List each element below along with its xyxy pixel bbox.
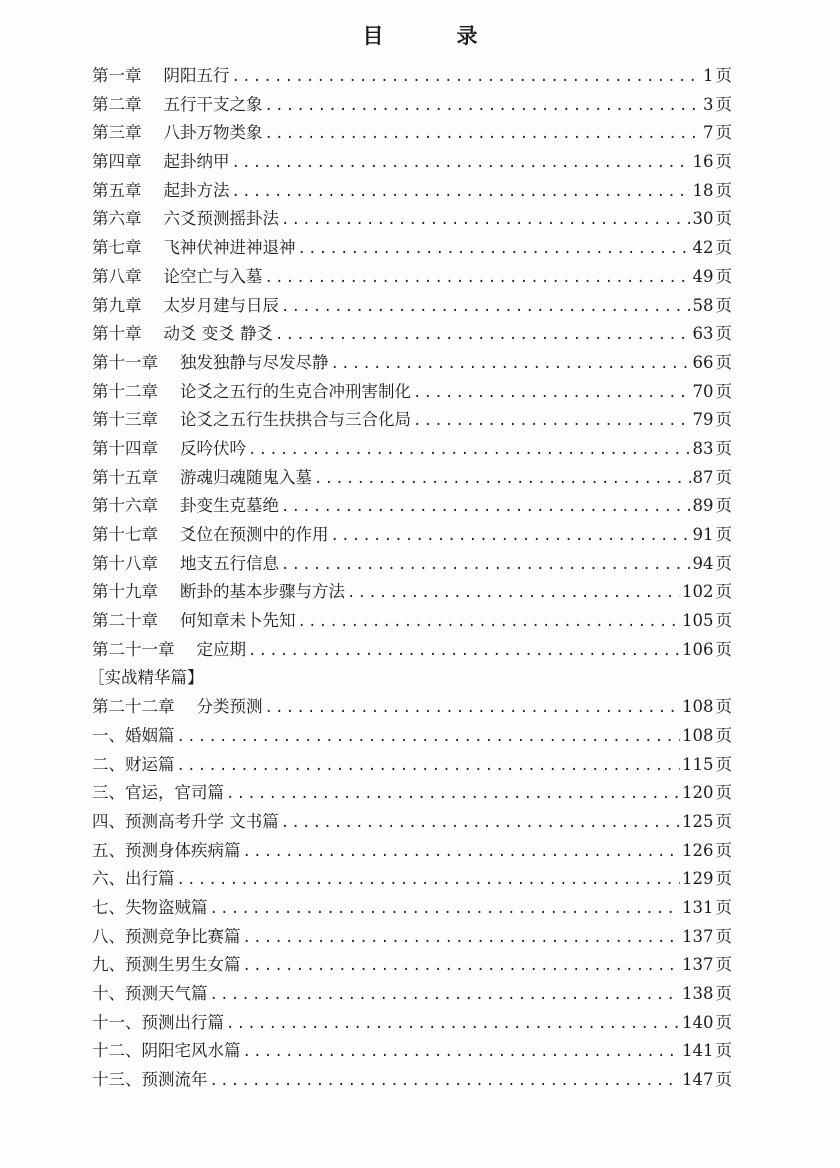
entry-title: 七、失物盗贼篇 <box>92 897 208 917</box>
dot-leader <box>177 758 681 774</box>
page-number: 87 <box>692 467 714 487</box>
dot-leader <box>243 844 681 860</box>
chapter-number: 第二十章 <box>92 611 158 631</box>
page-number: 42 <box>692 238 714 258</box>
toc-row <box>92 550 732 579</box>
dot-leader <box>265 98 702 114</box>
page-number: 126 <box>682 840 714 860</box>
page-suffix: 页 <box>715 897 732 917</box>
dot-leader <box>347 585 680 601</box>
dot-leader <box>281 815 680 831</box>
page-number: 70 <box>692 381 714 401</box>
dot-leader <box>232 155 691 171</box>
toc-row <box>92 578 732 607</box>
entry-title: 动爻 变爻 静爻 <box>163 324 273 344</box>
toc-row <box>92 464 732 493</box>
dot-leader <box>243 958 681 974</box>
chapter-number: 第十二章 <box>92 381 158 401</box>
chapter-number: 第一章 <box>92 66 142 85</box>
page-suffix: 页 <box>715 582 732 602</box>
chapter-number: 第七章 <box>92 238 142 258</box>
toc-row <box>92 205 732 234</box>
page-number: 125 <box>682 811 714 831</box>
entry-title: 八、预测竞争比赛篇 <box>92 926 241 946</box>
entry-title: 独发独静与尽发尽静 <box>180 352 329 372</box>
page-number: 115 <box>682 754 714 774</box>
chapter-number: 第十四章 <box>92 438 158 458</box>
entry-title: 断卦的基本步骤与方法 <box>180 582 345 602</box>
chapter-number: 第四章 <box>92 152 142 172</box>
chapter-number: 第九章 <box>92 295 142 315</box>
page-number: 131 <box>682 897 714 917</box>
chapter-number: 第十三章 <box>92 410 158 430</box>
page-number: 137 <box>682 926 714 946</box>
dot-leader <box>331 356 691 372</box>
page-suffix: 页 <box>715 697 732 717</box>
dot-leader <box>243 930 681 946</box>
toc-subitem-row <box>92 894 732 923</box>
page-number: 63 <box>692 324 714 344</box>
subitem-list <box>92 722 732 1095</box>
entry-title: 十三、预测流年 <box>92 1070 208 1090</box>
page-suffix: 页 <box>715 324 732 344</box>
page-number: 58 <box>692 295 714 315</box>
page-suffix: 页 <box>715 238 732 258</box>
entry-title: 地支五行信息 <box>180 553 279 573</box>
dot-leader <box>226 1016 680 1032</box>
page-title: 目 录 <box>362 23 504 48</box>
dot-leader <box>232 184 691 200</box>
chapter-number: 第八章 <box>92 266 142 286</box>
page-suffix: 页 <box>715 496 732 516</box>
page-suffix: 页 <box>715 869 732 889</box>
entry-title: 八卦万物类象 <box>163 123 263 143</box>
page-number: 16 <box>692 152 714 172</box>
page-suffix: 页 <box>715 94 732 114</box>
entry-title: 起卦纳甲 <box>163 152 230 172</box>
chapter-number: 第十六章 <box>92 496 158 516</box>
chapter-number: 第十章 <box>92 324 142 344</box>
page-suffix: 页 <box>715 1070 732 1090</box>
entry-title: 三、官运，官司篇 <box>92 783 224 803</box>
entry-title: 定应期 <box>196 639 246 659</box>
page-suffix: 页 <box>715 352 732 372</box>
table-of-contents <box>88 62 732 1095</box>
chapter-number: 第十五章 <box>92 467 158 487</box>
page-number: 120 <box>682 783 714 803</box>
entry-title: 五行干支之象 <box>163 94 263 114</box>
dot-leader <box>298 241 691 257</box>
dot-leader <box>314 471 691 487</box>
page-suffix: 页 <box>715 783 732 803</box>
dot-leader <box>331 528 691 544</box>
page-suffix: 页 <box>715 410 732 430</box>
entry-title: 论爻之五行生扶拱合与三合化局 <box>180 410 411 430</box>
page-suffix: 页 <box>715 467 732 487</box>
entry-title: 游魂归魂随鬼入墓 <box>180 467 312 487</box>
page-number: 18 <box>692 180 714 200</box>
page-number: 7 <box>703 123 714 143</box>
page-number: 83 <box>692 438 714 458</box>
dot-leader <box>232 69 702 85</box>
section-chapter-list <box>92 693 732 722</box>
entry-title: 十、预测天气篇 <box>92 984 208 1003</box>
toc-row <box>92 378 732 407</box>
entry-title: 十二、阴阳宅风水篇 <box>92 1041 241 1061</box>
toc-row <box>92 320 732 349</box>
entry-title: 九、预测生男生女篇 <box>92 955 241 975</box>
dot-leader <box>210 1073 681 1089</box>
page-suffix: 页 <box>715 725 732 745</box>
entry-title: 反吟伏吟 <box>180 438 246 458</box>
entry-title: 起卦方法 <box>163 180 230 200</box>
chapter-number: 第十一章 <box>92 352 158 372</box>
dot-leader <box>298 614 681 630</box>
page-suffix: 页 <box>715 553 732 573</box>
toc-row <box>92 636 732 665</box>
dot-leader <box>210 901 681 917</box>
dot-leader <box>413 385 691 401</box>
dot-leader <box>281 299 691 315</box>
chapter-number: 第十九章 <box>92 582 158 602</box>
page-number: 108 <box>682 725 714 745</box>
page-suffix: 页 <box>715 152 732 172</box>
toc-row <box>92 492 732 521</box>
page-number: 138 <box>682 984 714 1003</box>
page-suffix: 页 <box>715 1012 732 1032</box>
page-number: 140 <box>682 1012 714 1032</box>
toc-row <box>92 435 732 464</box>
entry-title: 何知章未卜先知 <box>180 611 296 631</box>
dot-leader <box>177 872 681 888</box>
toc-row <box>92 91 732 120</box>
toc-row <box>92 148 732 177</box>
toc-subitem-row <box>92 951 732 980</box>
chapter-number: 第五章 <box>92 180 142 200</box>
chapter-number: 第十八章 <box>92 553 158 573</box>
page-number: 137 <box>682 955 714 975</box>
entry-title: 十一、预测出行篇 <box>92 1012 224 1032</box>
toc-subitem-row <box>92 779 732 808</box>
dot-leader <box>226 786 680 802</box>
page-number: 49 <box>692 266 714 286</box>
page-suffix: 页 <box>715 611 732 631</box>
dot-leader <box>210 987 681 1003</box>
page-suffix: 页 <box>715 123 732 143</box>
page-number: 106 <box>682 639 714 659</box>
page-suffix: 页 <box>715 926 732 946</box>
entry-title: 爻位在预测中的作用 <box>180 525 329 544</box>
entry-title: 六爻预测摇卦法 <box>163 209 279 229</box>
dot-leader <box>413 413 691 429</box>
section-header: ［实战精华篇】 <box>88 668 204 688</box>
chapter-number: 第二章 <box>92 94 142 114</box>
page-suffix: 页 <box>715 1041 732 1061</box>
page-suffix: 页 <box>715 66 732 85</box>
page-suffix: 页 <box>715 438 732 458</box>
toc-row <box>92 234 732 263</box>
entry-title: 飞神伏神进神退神 <box>163 238 296 258</box>
toc-row <box>92 607 732 636</box>
toc-row <box>92 693 732 722</box>
page-suffix: 页 <box>715 811 732 831</box>
toc-row <box>92 263 732 292</box>
dot-leader <box>265 126 702 142</box>
dot-leader <box>248 442 691 458</box>
entry-title: 一、婚姻篇 <box>92 725 175 745</box>
dot-leader <box>281 499 691 515</box>
entry-title: 论爻之五行的生克合冲刑害制化 <box>180 381 411 401</box>
page-number: 94 <box>692 553 714 573</box>
page-suffix: 页 <box>715 295 732 315</box>
entry-title: 二、财运篇 <box>92 754 175 774</box>
entry-title: 六、出行篇 <box>92 869 175 889</box>
dot-leader <box>243 1044 681 1060</box>
toc-subitem-row <box>92 722 732 751</box>
page-number: 129 <box>682 869 714 889</box>
page-number: 30 <box>692 209 714 229</box>
dot-leader <box>177 729 681 745</box>
page-suffix: 页 <box>715 984 732 1003</box>
page-number: 141 <box>682 1041 714 1061</box>
page-suffix: 页 <box>715 840 732 860</box>
chapter-number: 第二十二章 <box>92 697 175 717</box>
dot-leader <box>281 212 691 228</box>
entry-title: 分类预测 <box>196 697 263 717</box>
page-suffix: 页 <box>715 266 732 286</box>
page-number: 105 <box>682 611 714 631</box>
toc-row <box>92 292 732 321</box>
dot-leader <box>281 557 691 573</box>
toc-subitem-row <box>92 1037 732 1066</box>
chapter-number: 第二十一章 <box>92 639 175 659</box>
entry-title: 阴阳五行 <box>163 66 230 85</box>
toc-row <box>92 119 732 148</box>
page-number: 79 <box>692 410 714 430</box>
page-number: 66 <box>692 352 714 372</box>
dot-leader <box>265 270 691 286</box>
toc-subitem-row <box>92 808 732 837</box>
toc-subitem-row <box>92 1066 732 1095</box>
dot-leader <box>248 643 680 659</box>
toc-subitem-row <box>92 751 732 780</box>
toc-row <box>92 521 732 550</box>
toc-subitem-row <box>92 865 732 894</box>
dot-leader <box>265 700 681 716</box>
page-number: 1 <box>703 66 714 85</box>
toc-subitem-row <box>92 980 732 1009</box>
page-suffix: 页 <box>715 525 732 544</box>
entry-title: 论空亡与入墓 <box>163 266 263 286</box>
page-suffix: 页 <box>715 639 732 659</box>
toc-subitem-row <box>92 923 732 952</box>
toc-row <box>92 177 732 206</box>
page-suffix: 页 <box>715 209 732 229</box>
toc-row <box>92 406 732 435</box>
chapter-number: 第三章 <box>92 123 142 143</box>
page-suffix: 页 <box>715 754 732 774</box>
page-number: 91 <box>692 525 714 544</box>
entry-title: 五、预测身体疾病篇 <box>92 840 241 860</box>
page-number: 108 <box>682 697 714 717</box>
chapter-list <box>92 62 732 664</box>
dot-leader <box>275 327 691 343</box>
page-number: 102 <box>682 582 714 602</box>
toc-subitem-row <box>92 1009 732 1038</box>
chapter-number: 第六章 <box>92 209 142 229</box>
chapter-number: 第十七章 <box>92 525 158 544</box>
page-suffix: 页 <box>715 180 732 200</box>
page-suffix: 页 <box>715 381 732 401</box>
entry-title: 太岁月建与日辰 <box>163 295 279 315</box>
page-number: 147 <box>682 1070 714 1090</box>
page-number: 3 <box>703 94 714 114</box>
toc-row <box>92 349 732 378</box>
entry-title: 卦变生克墓绝 <box>180 496 279 516</box>
toc-row <box>92 62 732 91</box>
page-number: 89 <box>692 496 714 516</box>
entry-title: 四、预测高考升学 文书篇 <box>92 811 279 831</box>
page-suffix: 页 <box>715 955 732 975</box>
toc-subitem-row <box>92 837 732 866</box>
